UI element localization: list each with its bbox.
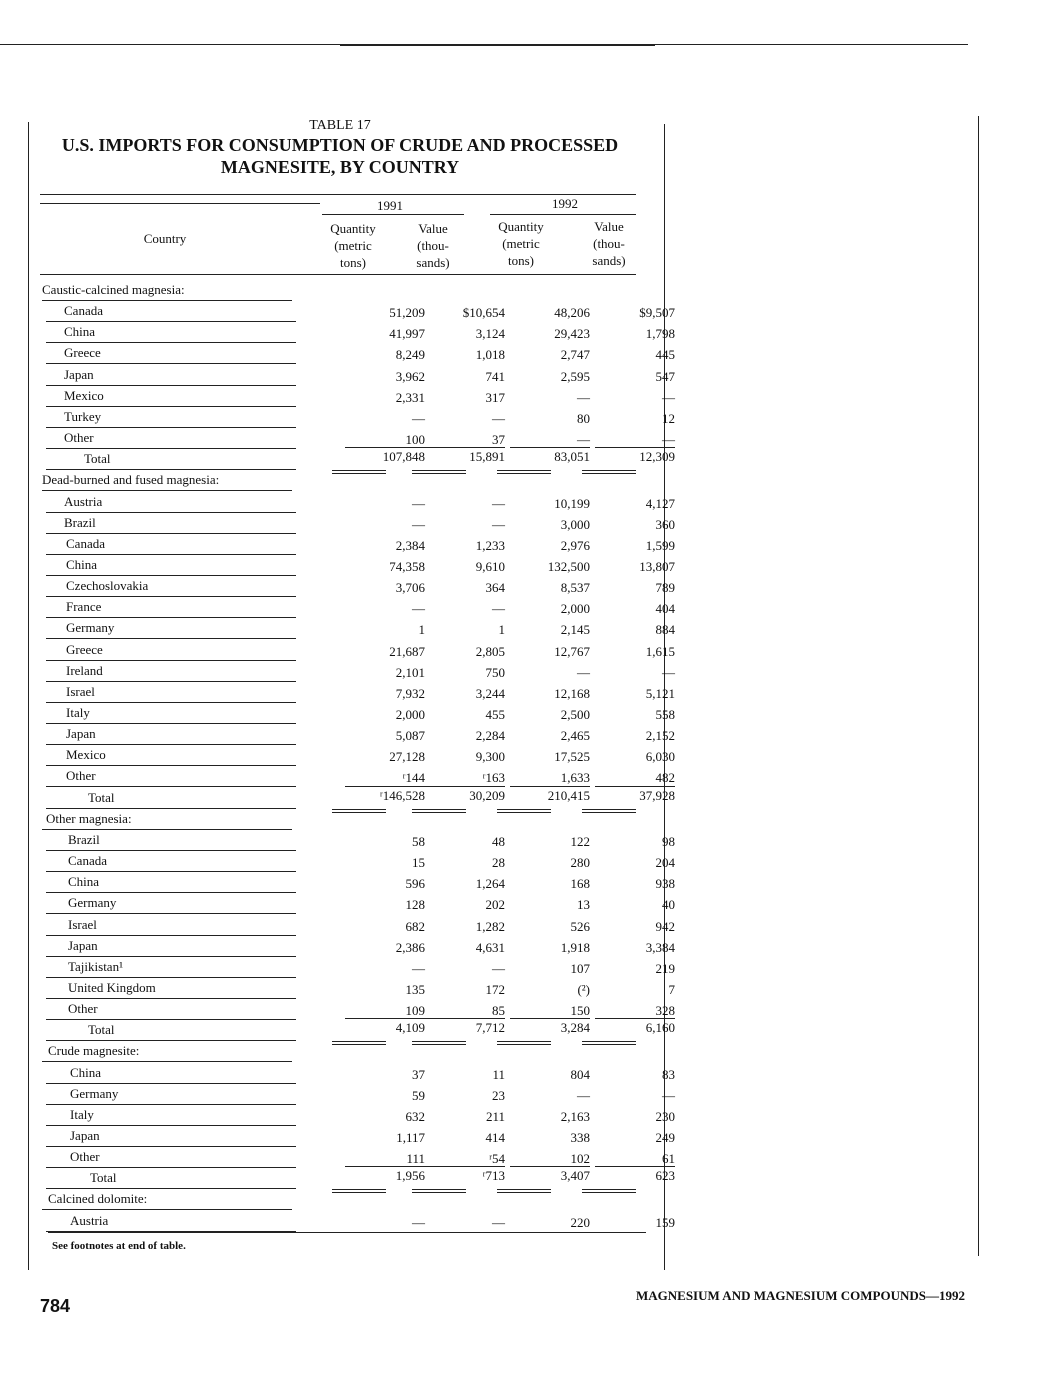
row-label: Total <box>88 789 115 805</box>
section-header-row <box>40 1041 650 1062</box>
cell-col-1: ʳ144 <box>402 770 425 786</box>
cell-col-4: 61 <box>662 1151 675 1167</box>
table-row <box>40 661 675 682</box>
table-row <box>40 872 675 893</box>
col-val-1992-header: Value (thou- sands) <box>592 219 626 268</box>
cell-col-2: 414 <box>485 1130 505 1145</box>
header-top-rule <box>40 194 636 195</box>
cell-col-2: — <box>492 495 505 511</box>
row-label: Caustic-calcined magnesia: <box>42 282 185 297</box>
row-label: Greece <box>66 641 103 657</box>
table-row <box>40 851 675 872</box>
cell-col-1: 51,209 <box>389 305 425 321</box>
table-row <box>40 1126 675 1147</box>
table-row <box>40 618 675 639</box>
col-val-1991-header: Value (thou- sands) <box>416 221 450 270</box>
cell-col-3: — <box>577 1087 590 1103</box>
cell-col-2: 11 <box>492 1066 505 1082</box>
row-label: Israel <box>68 916 97 932</box>
row-label: Other <box>70 1149 100 1165</box>
cell-col-2: 455 <box>485 707 505 722</box>
cell-col-2: ʳ163 <box>482 770 505 786</box>
cell-col-2: — <box>492 601 505 617</box>
row-label: Calcined dolomite: <box>48 1191 148 1207</box>
cell-col-1: 3,706 <box>395 580 425 596</box>
cell-col-3: 168 <box>570 876 590 892</box>
total-row <box>40 449 675 470</box>
cell-col-3: 3,284 <box>510 1018 590 1036</box>
cell-col-1: 1 <box>418 622 425 638</box>
table-row <box>40 745 675 766</box>
cell-col-3: 220 <box>570 1214 590 1230</box>
table-row <box>40 830 675 851</box>
cell-col-2: 317 <box>485 389 505 405</box>
cell-col-2: 30,209 <box>425 786 505 804</box>
cell-col-2: 172 <box>485 981 505 997</box>
table-row <box>40 640 675 661</box>
cell-col-4: — <box>662 432 675 448</box>
table-row <box>40 724 675 745</box>
cell-col-3: 1,633 <box>560 770 590 786</box>
row-label: Japan <box>66 726 96 742</box>
cell-col-4: 623 <box>595 1166 675 1184</box>
cell-col-4: 445 <box>655 347 675 363</box>
cell-col-3: 526 <box>570 918 590 934</box>
table-row <box>40 513 675 534</box>
table-row <box>40 703 675 724</box>
table-row <box>40 766 675 787</box>
table-title <box>40 134 640 178</box>
cell-col-3: 12,767 <box>554 643 590 659</box>
cell-col-3: 80 <box>577 410 590 426</box>
cell-col-1: 596 <box>405 876 425 892</box>
row-label: Japan <box>70 1128 100 1143</box>
cell-col-4: 1,798 <box>645 326 675 342</box>
header-top-rule-left <box>40 203 320 204</box>
cell-col-2: 750 <box>485 664 505 680</box>
col-qty-1992-header: Quantity (metric tons) <box>498 219 544 268</box>
cell-col-2: 4,631 <box>475 939 505 955</box>
cell-col-3: 17,525 <box>554 749 590 765</box>
cell-col-1: 8,249 <box>395 347 425 363</box>
cell-col-1: — <box>412 601 425 617</box>
cell-col-2: 3,124 <box>475 326 505 342</box>
cell-col-2: $10,654 <box>462 305 505 321</box>
cell-col-4: 204 <box>655 855 675 871</box>
cell-col-2: 2,805 <box>475 643 505 659</box>
table-row <box>40 1063 675 1084</box>
table-row <box>40 428 675 449</box>
table-row <box>40 534 675 555</box>
cell-col-1: 109 <box>405 1003 425 1019</box>
cell-col-4: — <box>662 1087 675 1103</box>
cell-col-4: 404 <box>655 601 675 617</box>
cell-col-3: 210,415 <box>510 786 590 804</box>
cell-col-1: 37 <box>412 1066 425 1082</box>
cell-col-2: 9,300 <box>475 749 505 765</box>
year-1992: 1992 <box>552 196 578 211</box>
cell-col-3: 280 <box>570 855 590 871</box>
cell-col-3: 2,000 <box>560 601 590 617</box>
right-margin-rule <box>978 116 979 1256</box>
section-header-row <box>40 470 650 491</box>
table-row <box>40 1147 675 1168</box>
table-row <box>40 957 675 978</box>
row-label: United Kingdom <box>68 979 156 995</box>
cell-col-2: 1,233 <box>475 537 505 553</box>
cell-col-4: 159 <box>655 1214 675 1230</box>
row-label: Germany <box>70 1085 119 1101</box>
cell-col-4: 942 <box>655 918 675 934</box>
cell-col-3: (²) <box>577 981 590 997</box>
row-label: Total <box>88 1022 115 1038</box>
row-label: Austria <box>64 493 103 509</box>
cell-col-4: 13,807 <box>639 558 675 574</box>
row-label: Canada <box>64 303 103 319</box>
table-row <box>40 936 675 957</box>
cell-col-2: ʳ54 <box>489 1151 505 1167</box>
cell-col-2: — <box>492 410 505 426</box>
cell-col-3: — <box>577 389 590 405</box>
table-bottom-rule <box>48 1232 646 1233</box>
cell-col-1: 3,962 <box>395 368 425 384</box>
row-label: Crude magnesite: <box>48 1043 140 1059</box>
row-label: Italy <box>70 1106 94 1122</box>
cell-col-3: 107 <box>570 960 590 976</box>
header-bottom-rule <box>40 274 636 275</box>
cell-col-4: 4,127 <box>645 495 675 511</box>
row-label: Other <box>66 768 96 784</box>
cell-col-4: 558 <box>655 707 675 722</box>
cell-col-4: 12,309 <box>595 447 675 465</box>
cell-col-1: 111 <box>406 1151 425 1167</box>
cell-col-4: 98 <box>662 833 675 849</box>
cell-col-4: 789 <box>655 580 675 596</box>
row-label: Canada <box>66 535 105 551</box>
cell-col-3: — <box>577 432 590 448</box>
row-label: Tajikistan¹ <box>68 958 123 974</box>
cell-col-3: 132,500 <box>547 558 590 574</box>
cell-col-4: — <box>662 389 675 405</box>
cell-col-2: 2,284 <box>475 728 505 744</box>
cell-col-1: 5,087 <box>395 728 425 744</box>
table-row <box>40 893 675 914</box>
row-label: China <box>70 1064 102 1080</box>
cell-col-2: 23 <box>492 1087 505 1103</box>
row-label: China <box>66 556 98 572</box>
section-header-row <box>40 280 650 301</box>
cell-col-3: 338 <box>570 1130 590 1145</box>
cell-col-1: 2,384 <box>395 537 425 553</box>
cell-col-4: $9,507 <box>639 305 675 321</box>
cell-col-2: 364 <box>485 580 505 596</box>
cell-col-1: 2,000 <box>395 707 425 722</box>
cell-col-1: 682 <box>405 918 425 934</box>
cell-col-2: — <box>492 516 505 532</box>
cell-col-2: 37 <box>492 432 505 448</box>
cell-col-3: 83,051 <box>510 447 590 465</box>
table-row <box>40 1105 675 1126</box>
cell-col-1: 74,358 <box>389 558 425 574</box>
cell-col-1: — <box>412 1214 425 1230</box>
cell-col-2: ʳ713 <box>425 1166 505 1184</box>
row-label: Germany <box>68 895 117 911</box>
cell-col-3: 48,206 <box>554 305 590 321</box>
cell-col-4: 1,599 <box>645 537 675 553</box>
row-label: Brazil <box>64 514 96 530</box>
cell-col-4: 83 <box>662 1066 675 1082</box>
cell-col-4: 40 <box>662 897 675 913</box>
cell-col-3: 804 <box>570 1066 590 1082</box>
cell-col-1: 4,109 <box>345 1018 425 1036</box>
table-row <box>40 365 675 386</box>
cell-col-2: 7,712 <box>425 1018 505 1036</box>
table-row <box>40 576 675 597</box>
row-label: Dead-burned and fused magnesia: <box>42 472 220 488</box>
cell-col-2: 1,018 <box>475 347 505 363</box>
table-number: TABLE 17 <box>309 118 371 133</box>
cell-col-3: — <box>577 664 590 680</box>
cell-col-2: — <box>492 960 505 976</box>
cell-col-2: 1 <box>498 622 505 638</box>
cell-col-1: 27,128 <box>389 749 425 765</box>
table-row <box>40 999 675 1020</box>
footnote-reference: See footnotes at end of table. <box>52 1240 186 1252</box>
col-qty-1991-header: Quantity (metric tons) <box>330 221 376 270</box>
row-label: Turkey <box>64 408 102 424</box>
cell-col-1: 1,117 <box>396 1130 425 1145</box>
row-label: Other <box>64 430 94 446</box>
cell-col-1: 100 <box>405 432 425 448</box>
cell-col-4: — <box>662 664 675 680</box>
cell-col-4: 219 <box>655 960 675 976</box>
row-label: Germany <box>66 620 115 636</box>
cell-col-1: 128 <box>405 897 425 913</box>
row-label: Israel <box>66 683 95 699</box>
row-label: Mexico <box>64 387 104 403</box>
cell-col-4: 249 <box>655 1130 675 1145</box>
left-margin-rule <box>28 122 29 1270</box>
table-row <box>40 555 675 576</box>
row-label: Japan <box>64 366 94 382</box>
cell-col-4: 37,928 <box>595 786 675 804</box>
cell-col-1: 59 <box>412 1087 425 1103</box>
cell-col-3: 10,199 <box>554 495 590 511</box>
table-row <box>40 915 675 936</box>
cell-col-4: 884 <box>655 622 675 638</box>
cell-col-3: 102 <box>570 1151 590 1167</box>
cell-col-1: 15 <box>412 855 425 871</box>
cell-col-3: 150 <box>570 1003 590 1019</box>
row-label: Other <box>68 1001 98 1017</box>
cell-col-3: 3,000 <box>560 516 590 532</box>
cell-col-1: 58 <box>412 833 425 849</box>
cell-col-4: 938 <box>655 876 675 892</box>
cell-col-3: 29,423 <box>554 326 590 342</box>
cell-col-2: 1,264 <box>475 876 505 892</box>
table-title-line1: U.S. IMPORTS FOR CONSUMPTION OF CRUDE AND PROCESSED <box>61 135 619 155</box>
table-row <box>40 978 675 999</box>
row-label: Austria <box>70 1212 109 1228</box>
total-row <box>40 1020 675 1041</box>
row-label: Japan <box>68 937 98 953</box>
section-header-row <box>40 809 650 830</box>
cell-col-4: 6,030 <box>645 749 675 765</box>
table-row <box>40 682 675 703</box>
cell-col-2: 202 <box>485 897 505 913</box>
cell-col-3: 2,465 <box>560 728 590 744</box>
year-1991: 1991 <box>377 198 403 213</box>
cell-col-1: 41,997 <box>389 326 425 342</box>
year2-rule <box>490 214 636 215</box>
cell-col-2: 211 <box>485 1108 505 1124</box>
cell-col-1: 107,848 <box>345 447 425 465</box>
total-row <box>40 1168 675 1189</box>
cell-col-4: 482 <box>655 770 675 786</box>
cell-col-1: — <box>412 495 425 511</box>
cell-col-3: 8,537 <box>560 580 590 596</box>
table-row <box>40 322 675 343</box>
cell-col-3: 2,500 <box>560 707 590 722</box>
cell-col-3: 2,163 <box>560 1108 590 1124</box>
cell-col-3: 1,918 <box>560 939 590 955</box>
row-label: Other magnesia: <box>46 810 132 826</box>
row-label: Total <box>84 451 111 467</box>
cell-col-2: — <box>492 1214 505 1230</box>
cell-col-1: 2,386 <box>395 939 425 955</box>
row-label: Ireland <box>66 662 103 678</box>
cell-col-1: 2,101 <box>395 664 425 680</box>
col-country-header: Country <box>143 231 187 246</box>
section-header-row <box>40 1189 650 1210</box>
row-label: Canada <box>68 853 107 869</box>
total-row <box>40 787 675 809</box>
cell-col-3: 2,747 <box>560 347 590 363</box>
cell-col-4: 3,384 <box>645 939 675 955</box>
row-label: China <box>68 874 100 890</box>
cell-col-1: ʳ146,528 <box>345 786 425 804</box>
row-label: France <box>66 599 102 615</box>
table-row <box>40 1211 675 1232</box>
table-row <box>40 343 675 364</box>
cell-col-1: 2,331 <box>395 389 425 405</box>
cell-col-2: 741 <box>485 368 505 384</box>
cell-col-3: 13 <box>577 897 590 913</box>
row-label: Brazil <box>68 831 100 847</box>
year1-rule <box>322 214 464 215</box>
cell-col-1: 21,687 <box>389 643 425 659</box>
table-row <box>40 492 675 513</box>
cell-col-2: 48 <box>492 833 505 849</box>
row-label: Italy <box>66 705 90 720</box>
table-row <box>40 1084 675 1105</box>
cell-col-2: 1,282 <box>475 918 505 934</box>
row-label: Mexico <box>66 747 106 763</box>
cell-col-1: — <box>412 410 425 426</box>
table-row <box>40 301 675 322</box>
row-label: Total <box>90 1170 117 1186</box>
cell-col-1: 1,956 <box>345 1166 425 1184</box>
row-label: China <box>64 324 96 340</box>
cell-col-4: 1,615 <box>645 643 675 659</box>
cell-col-1: — <box>412 960 425 976</box>
cell-col-2: 85 <box>492 1003 505 1019</box>
cell-col-3: 122 <box>570 833 590 849</box>
table-row <box>40 386 675 407</box>
running-title: MAGNESIUM AND MAGNESIUM COMPOUNDS—1992 <box>636 1288 965 1303</box>
cell-col-2: 3,244 <box>475 685 505 701</box>
cell-col-1: 135 <box>405 981 425 997</box>
cell-col-4: 230 <box>655 1108 675 1124</box>
table-row <box>40 407 675 428</box>
cell-col-4: 2,152 <box>645 728 675 744</box>
cell-col-3: 3,407 <box>510 1166 590 1184</box>
cell-col-4: 12 <box>662 410 675 426</box>
top-rule-thick <box>340 44 655 46</box>
cell-col-3: 2,145 <box>560 622 590 638</box>
table-row <box>40 597 675 618</box>
cell-col-3: 2,595 <box>560 368 590 384</box>
cell-col-4: 328 <box>655 1003 675 1019</box>
cell-col-1: 632 <box>405 1108 425 1124</box>
cell-col-2: 15,891 <box>425 447 505 465</box>
row-label: Greece <box>64 345 101 361</box>
cell-col-1: 7,932 <box>395 685 425 701</box>
cell-col-1: — <box>412 516 425 532</box>
page-number: 784 <box>40 1296 71 1316</box>
cell-col-2: 9,610 <box>475 558 505 574</box>
cell-col-4: 5,121 <box>645 685 675 701</box>
cell-col-4: 7 <box>668 981 675 997</box>
cell-col-4: 6,160 <box>595 1018 675 1036</box>
cell-col-2: 28 <box>492 855 505 871</box>
cell-col-3: 2,976 <box>560 537 590 553</box>
cell-col-4: 360 <box>655 516 675 532</box>
table-title-line2: MAGNESITE, BY COUNTRY <box>220 157 460 177</box>
row-label: Czechoslovakia <box>66 578 149 594</box>
cell-col-3: 12,168 <box>554 685 590 701</box>
cell-col-4: 547 <box>655 368 675 384</box>
